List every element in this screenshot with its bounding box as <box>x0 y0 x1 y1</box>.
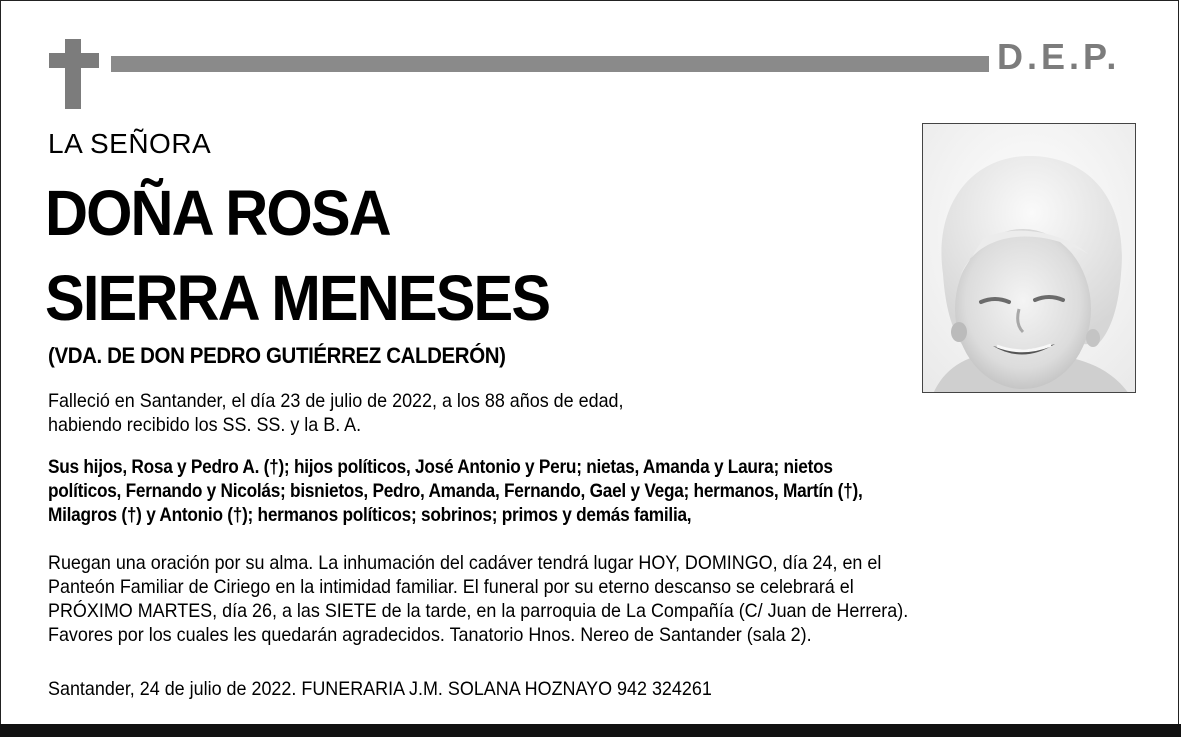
ceremony-line: Panteón Familiar de Ciriego en la intimidad familiar. El funeral por su eterno descanso se celebrará el <box>48 576 854 598</box>
dep-heading: D.E.P. <box>997 36 1121 77</box>
family-line: Sus hijos, Rosa y Pedro A. (†); hijos políticos, José Antonio y Peru; nietas, Amanda y Laura; nietos <box>48 456 833 478</box>
deceased-name-line1: DOÑA ROSA <box>45 177 390 249</box>
portrait-photo <box>922 123 1136 393</box>
footer-place-date: Santander, 24 de julio de 2022. <box>48 678 297 700</box>
bottom-border <box>0 724 1181 737</box>
ceremony-line: Favores por los cuales les quedarán agradecidos. Tanatorio Hnos. Nereo de Santander (sala 2). <box>48 624 812 646</box>
death-notice-line: habiendo recibido los SS. SS. y la B. A. <box>48 414 362 436</box>
ceremony-details <box>48 551 908 647</box>
cross-icon-bar <box>49 53 99 68</box>
footer-funeral-home: FUNERARIA J.M. SOLANA HOZNAYO 942 324261 <box>301 678 712 700</box>
widow-of: (VDA. DE DON PEDRO GUTIÉRREZ CALDERÓN) <box>48 343 506 368</box>
header-rule <box>111 56 989 72</box>
ceremony-line: PRÓXIMO MARTES, día 26, a las SIETE de la tarde, en la parroquia de La Compañía (C/ Juan de Herrera). <box>48 600 909 622</box>
death-notice <box>48 389 624 437</box>
family-line: políticos, Fernando y Nicolás; bisnietos, Pedro, Amanda, Fernando, Gael y Vega; hermanos, Martín (†), <box>48 480 863 502</box>
cross-icon <box>65 39 81 109</box>
family-line: Milagros (†) y Antonio (†); hermanos políticos; sobrinos; primos y demás familia, <box>48 504 692 526</box>
deceased-name-line2: SIERRA MENESES <box>45 262 550 334</box>
footer-line <box>48 677 712 701</box>
portrait-image <box>923 124 1136 393</box>
title-prefix: LA SEÑORA <box>48 128 212 159</box>
family-list <box>48 455 863 527</box>
death-notice-line: Falleció en Santander, el día 23 de julio de 2022, a los 88 años de edad, <box>48 390 624 412</box>
ceremony-line: Ruegan una oración por su alma. La inhumación del cadáver tendrá lugar HOY, DOMINGO, día 24, en el <box>48 552 882 574</box>
